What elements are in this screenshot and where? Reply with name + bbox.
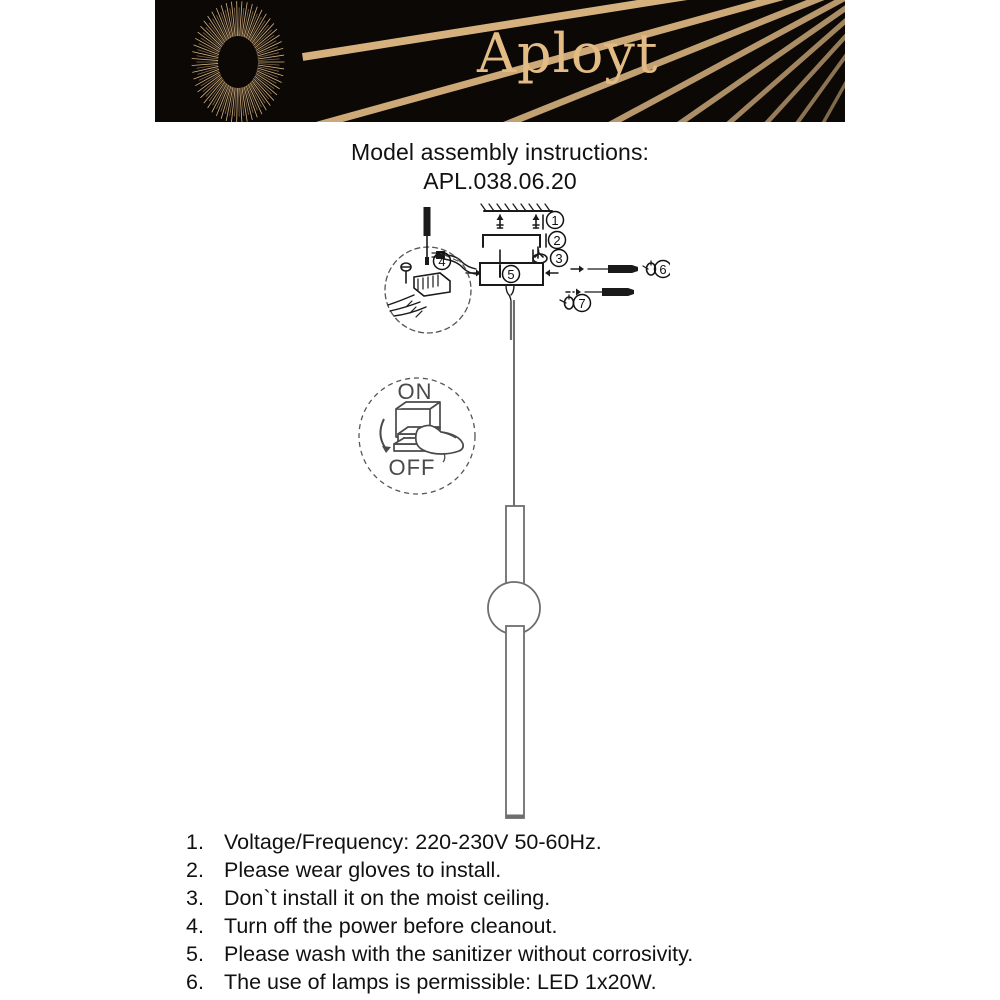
pendant-lamp-illustration	[468, 300, 568, 830]
screw-part-icon	[571, 261, 656, 275]
brand-banner	[155, 0, 845, 122]
insert-arrow-icon	[545, 270, 558, 277]
note-text: Please wear gloves to install.	[224, 858, 502, 882]
note-item-5	[186, 940, 966, 968]
lamp-lower-tube	[506, 626, 524, 818]
wiring-detail-circle	[385, 207, 471, 333]
note-number: 2.	[186, 858, 204, 882]
callout-6-label: 6	[659, 262, 667, 277]
switch-off-label: OFF	[388, 455, 436, 480]
callout-4-label: 4	[438, 254, 446, 269]
mount-bracket-icon	[483, 235, 540, 247]
callout-7-label: 7	[578, 296, 586, 311]
switch-on-label: ON	[397, 379, 433, 404]
note-item-4	[186, 912, 966, 940]
callout-6	[655, 261, 671, 278]
note-item-3	[186, 884, 966, 912]
note-text: Turn off the power before cleanout.	[224, 914, 558, 938]
anchor-screw-icon	[497, 215, 504, 229]
power-switch-diagram	[352, 372, 482, 502]
callout-2	[549, 232, 566, 249]
page-title	[0, 138, 1000, 196]
note-text: Voltage/Frequency: 220-230V 50-60Hz.	[224, 830, 602, 854]
anchor-screw-icon	[533, 215, 540, 229]
brand-wordmark: Aployt	[477, 22, 659, 85]
nut-washer-icon	[500, 247, 547, 263]
callout-7	[574, 295, 591, 312]
page-title-line-2: APL.038.06.20	[423, 168, 577, 194]
screw-icon	[401, 263, 411, 283]
note-text: The use of lamps is permissible: LED 1x20W.	[224, 970, 657, 994]
callout-3-label: 3	[555, 251, 563, 266]
callout-5-label: 5	[507, 267, 515, 282]
terminal-block-icon	[414, 273, 450, 296]
callout-2-label: 2	[553, 233, 561, 248]
callout-3	[551, 250, 568, 267]
note-number: 3.	[186, 886, 204, 910]
note-number: 5.	[186, 942, 204, 966]
note-item-1	[186, 828, 966, 856]
lamp-upper-tube	[506, 506, 524, 590]
callout-group	[434, 212, 671, 312]
note-text: Please wash with the sanitizer without corrosivity.	[224, 942, 694, 966]
callout-4	[434, 253, 451, 270]
ceiling-surface-icon	[481, 204, 552, 211]
page-title-line-1: Model assembly instructions:	[350, 139, 650, 165]
wires-icon	[388, 295, 426, 317]
wall-plug-part-icon	[560, 288, 634, 309]
note-number: 1.	[186, 830, 204, 854]
note-number: 6.	[186, 970, 204, 994]
note-item-6	[186, 968, 966, 996]
screwdriver-icon	[424, 207, 431, 265]
callout-1	[547, 212, 564, 229]
note-number: 4.	[186, 914, 204, 938]
note-text: Don`t install it on the moist ceiling.	[224, 886, 551, 910]
safety-notes-list	[186, 828, 966, 996]
note-item-2	[186, 856, 966, 884]
toggle-arrow-icon	[380, 419, 391, 453]
callout-1-label: 1	[551, 213, 559, 228]
